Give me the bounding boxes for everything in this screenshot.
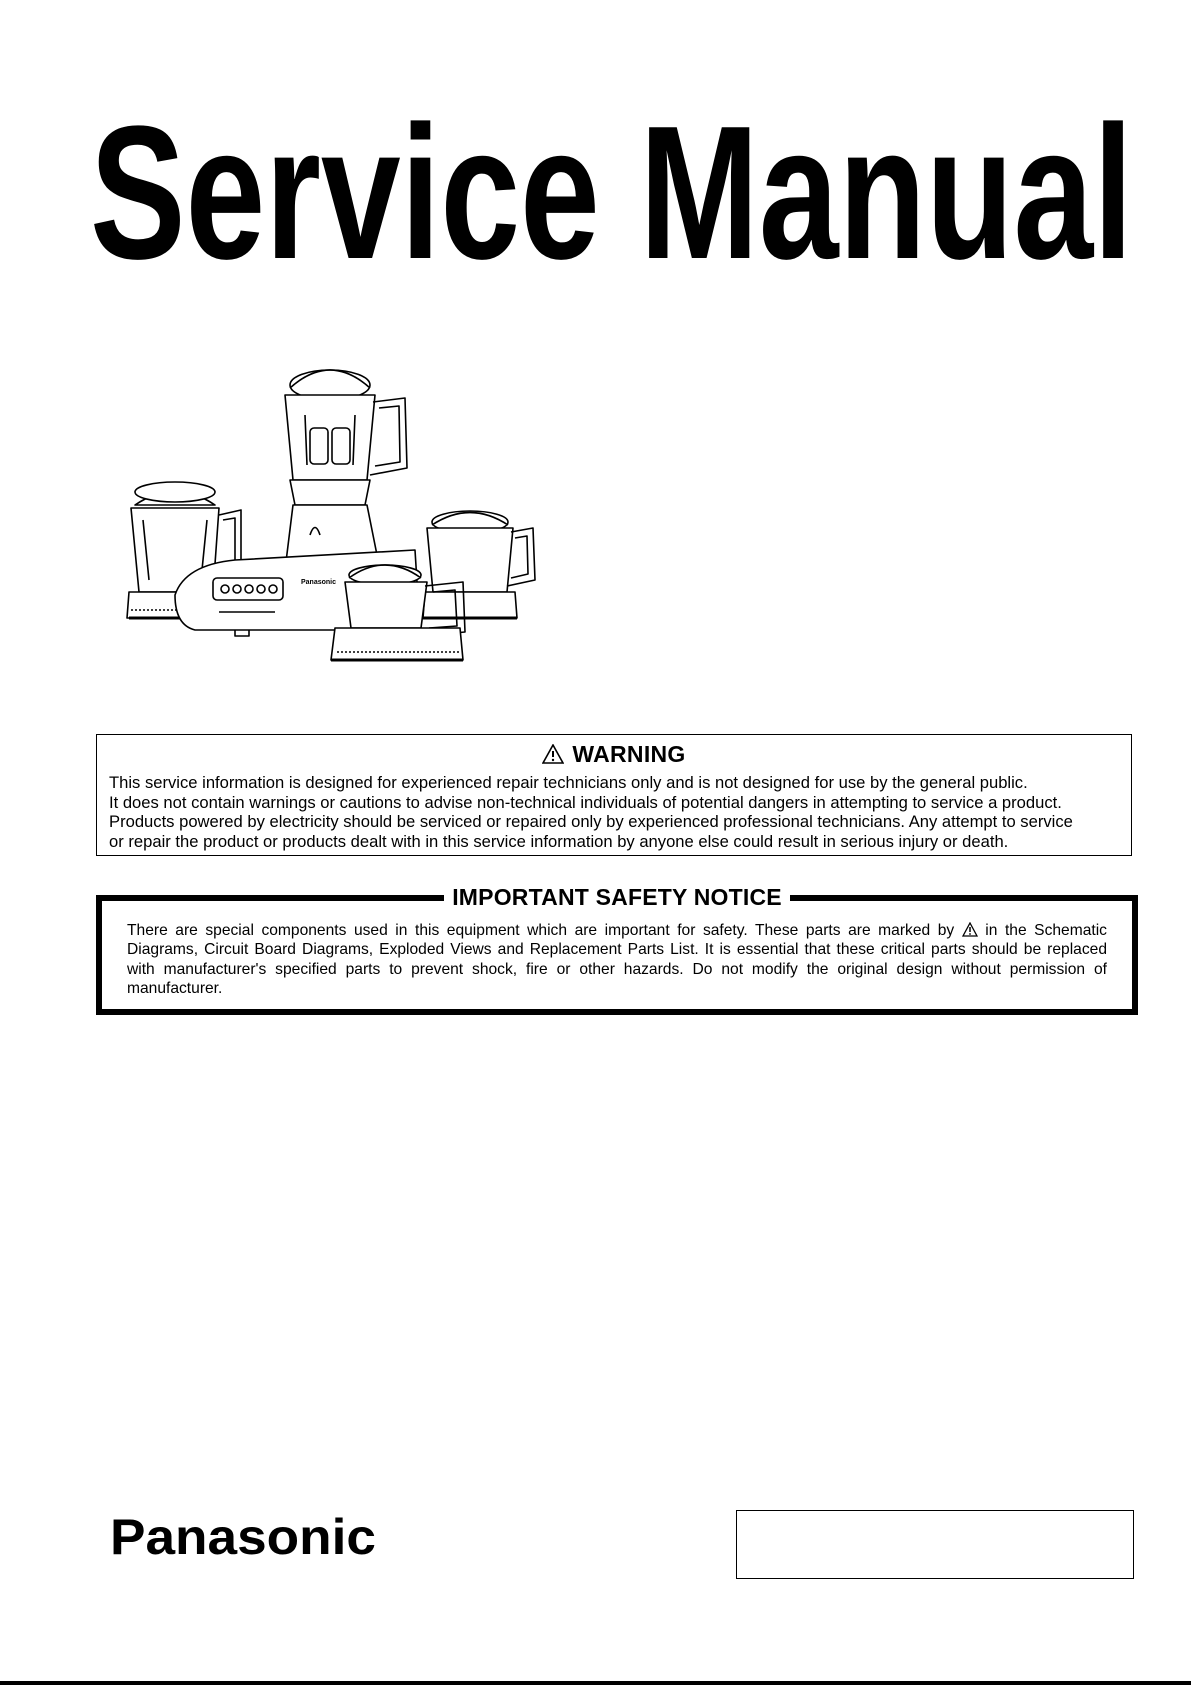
model-number-box	[736, 1510, 1134, 1579]
warning-heading-text: WARNING	[572, 741, 686, 767]
svg-text:Panasonic: Panasonic	[301, 579, 337, 586]
safety-notice-box	[96, 884, 1138, 1015]
warning-line: Products powered by electricity should be serviced or repaired only by experienced professional technicians. Any attempt to service	[109, 812, 1073, 832]
bottom-rule	[0, 1681, 1191, 1685]
warning-triangle-icon	[962, 922, 978, 937]
warning-triangle-icon	[542, 744, 564, 764]
main-jar	[285, 370, 407, 505]
brand-logo	[110, 1512, 380, 1562]
warning-line: This service information is designed for experienced repair technicians only and is not designed for use by the general public.	[109, 773, 1028, 792]
safety-notice-heading-text: IMPORTANT SAFETY NOTICE	[444, 884, 790, 911]
safety-line: manufacturer.	[127, 979, 223, 997]
safety-line: There are special components used in this equipment which are important for safety. These parts are marked by in the Schematic	[127, 922, 1107, 939]
warning-line: It does not contain warnings or cautions to advise non-technical individuals of potential dangers in attempting to service a product.	[109, 792, 1062, 812]
product-illustration	[115, 360, 580, 675]
safety-line: Diagrams, Circuit Board Diagrams, Exploded Views and Replacement Parts List. It is essential that these critical parts should be replaced	[127, 941, 1107, 959]
warning-heading	[97, 741, 1131, 768]
safety-line: with manufacturer's specified parts to prevent shock, fire or other hazards. Do not modify the original design without permission of	[127, 960, 1107, 978]
warning-text	[109, 773, 1119, 852]
warning-line: or repair the product or products dealt with in this service information by anyone else could result in serious injury or death.	[109, 832, 1009, 852]
safety-notice-text	[127, 921, 1107, 998]
page-title	[90, 88, 1140, 298]
safety-notice-heading	[102, 884, 1132, 911]
title-text: Service Manual	[90, 88, 1133, 298]
right-jar	[423, 511, 535, 618]
warning-box	[96, 734, 1132, 856]
brand-logo-text: Panasonic	[110, 1512, 376, 1562]
